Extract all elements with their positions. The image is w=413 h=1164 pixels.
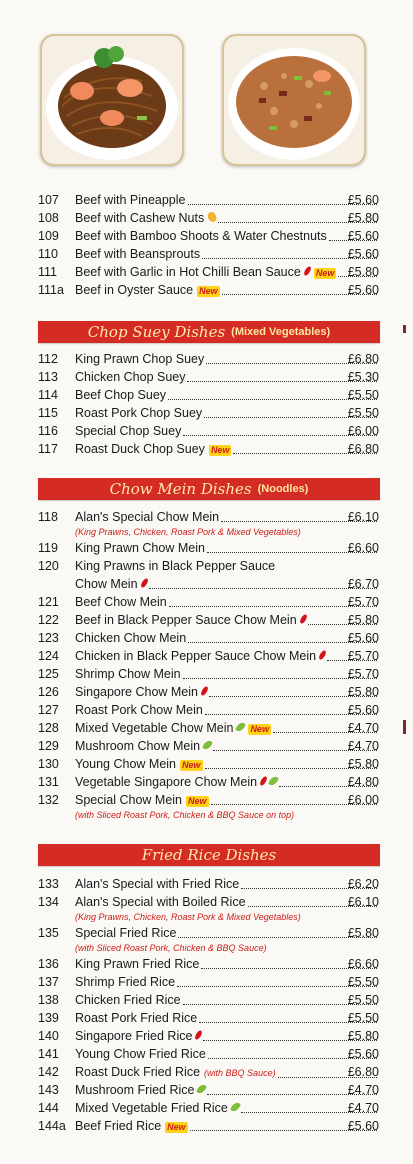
- item-name: King Prawn Chop Suey: [75, 352, 205, 366]
- item-number: 117: [38, 442, 58, 456]
- section-title: Chow Mein Dishes: [109, 480, 252, 498]
- item-name: Beef Chop Suey: [75, 388, 167, 402]
- menu-item: [0, 1045, 413, 1063]
- item-price: £5.60: [347, 247, 379, 261]
- menu-item: [0, 1027, 413, 1045]
- item-number: 144: [38, 1101, 59, 1115]
- item-price: £4.80: [347, 775, 379, 789]
- menu-item: [0, 683, 413, 701]
- item-name: Beef with Cashew Nuts: [75, 211, 205, 225]
- item-name-wrap: [75, 368, 379, 386]
- item-name: Chicken in Black Pepper Sauce Chow Mein: [75, 649, 317, 663]
- item-number: 115: [38, 406, 58, 420]
- item-name-wrap: [75, 539, 379, 557]
- menu-item: [0, 368, 413, 386]
- menu-item: [0, 991, 413, 1009]
- item-name: King Prawn Chow Mein: [75, 541, 205, 555]
- chili-icon: [318, 649, 327, 660]
- item-price: £4.70: [347, 1083, 379, 1097]
- item-number: 129: [38, 739, 59, 753]
- menu-item: [0, 773, 413, 791]
- item-name-wrap: [75, 245, 379, 263]
- menu-item: [0, 593, 413, 611]
- item-name: King Prawn Fried Rice: [75, 957, 200, 971]
- item-number: 141: [38, 1047, 59, 1061]
- fried-rice-list: [0, 875, 413, 1135]
- item-price: £6.10: [347, 895, 379, 909]
- item-price: £4.70: [347, 1101, 379, 1115]
- item-name: Roast Pork Chop Suey: [75, 406, 203, 420]
- item-name: Special Chop Suey: [75, 424, 182, 438]
- item-name-wrap: [75, 737, 379, 755]
- menu-item: [0, 973, 413, 991]
- menu-item: [0, 422, 413, 440]
- item-name-wrap: [75, 973, 379, 991]
- menu-item: [0, 227, 413, 245]
- item-name-wrap: [75, 1099, 379, 1117]
- section-title: Fried Rice Dishes: [141, 846, 277, 864]
- item-name-wrap: [75, 1081, 379, 1099]
- item-name: Beef in Oyster Sauce: [75, 283, 194, 297]
- section-subtitle: (Mixed Vegetables): [231, 326, 331, 338]
- item-price: £5.80: [347, 757, 379, 771]
- menu-item: [0, 893, 413, 911]
- item-name: Beef Chow Mein: [75, 595, 167, 609]
- new-badge: New: [315, 268, 335, 278]
- item-name-wrap: [75, 350, 379, 368]
- item-name: Mixed Vegetable Fried Rice: [75, 1101, 228, 1115]
- item-name: Alan's Special Chow Mein: [75, 510, 220, 524]
- item-number: 118: [38, 510, 58, 524]
- item-price: £5.50: [347, 975, 379, 989]
- item-price: £5.60: [347, 1119, 379, 1133]
- item-name-wrap: [75, 1009, 379, 1027]
- item-price: £5.70: [347, 595, 379, 609]
- menu-item: [0, 791, 413, 809]
- item-number: 140: [38, 1029, 59, 1043]
- margin-mark: [403, 325, 406, 333]
- menu-item-cont: [0, 575, 413, 593]
- dot-leader: [168, 388, 377, 400]
- chili-icon: [299, 613, 308, 624]
- item-number: 136: [38, 957, 59, 971]
- item-name: Shrimp Chow Mein: [75, 667, 181, 681]
- menu-item: [0, 404, 413, 422]
- item-number: 138: [38, 993, 59, 1007]
- menu-item: [0, 1099, 413, 1117]
- item-name-wrap: [75, 508, 379, 526]
- item-price: £5.70: [347, 649, 379, 663]
- item-price: £4.70: [347, 739, 379, 753]
- fried-rice-banner: [38, 844, 380, 866]
- item-name-wrap: [75, 191, 379, 209]
- new-badge: New: [250, 724, 269, 734]
- item-price: £5.50: [347, 406, 379, 420]
- item-number: 142: [38, 1065, 59, 1079]
- item-name-wrap: [75, 791, 379, 809]
- item-price: £4.70: [347, 721, 379, 735]
- item-name-wrap: [75, 893, 379, 911]
- item-name: Young Chow Mein: [75, 757, 176, 771]
- item-number: 126: [38, 685, 59, 699]
- item-name-wrap: [75, 422, 379, 440]
- item-name-wrap: [75, 701, 379, 719]
- item-name: Chow Mein: [75, 577, 138, 591]
- menu-item: [0, 245, 413, 263]
- menu-item: [0, 924, 413, 942]
- item-number: 112: [38, 352, 58, 366]
- item-price: £5.50: [347, 1011, 379, 1025]
- item-name: Beef Fried Rice: [75, 1119, 162, 1133]
- item-number: 110: [38, 247, 58, 261]
- item-name-wrap: [75, 683, 379, 701]
- item-name: Alan's Special with Boiled Rice: [75, 895, 246, 909]
- menu-item: [0, 875, 413, 893]
- noodles-photo: [40, 34, 184, 166]
- chop-suey-banner: [38, 321, 380, 343]
- item-name: Chicken Chow Mein: [75, 631, 187, 645]
- item-number: 131: [38, 775, 59, 789]
- nut-icon: [207, 211, 218, 223]
- menu-item: [0, 557, 413, 575]
- item-number: 124: [38, 649, 59, 663]
- new-badge: New: [182, 760, 201, 770]
- item-name-wrap: [75, 281, 379, 299]
- dot-leader: [169, 595, 377, 607]
- item-price: £5.60: [347, 631, 379, 645]
- item-name-wrap: [75, 209, 379, 227]
- item-price: £5.60: [347, 193, 379, 207]
- item-name: Vegetable Singapore Chow Mein: [75, 775, 258, 789]
- item-name: Special Chow Mein: [75, 793, 182, 807]
- item-number: 130: [38, 757, 59, 771]
- section-subtitle: (Noodles): [257, 483, 309, 495]
- item-description: (with Sliced Roast Pork, Chicken & BBQ Sauce): [75, 943, 267, 953]
- item-name: Beef in Black Pepper Sauce Chow Mein: [75, 613, 297, 627]
- chili-icon: [200, 685, 209, 696]
- item-price: £6.60: [347, 541, 379, 555]
- item-name-wrap: [75, 955, 379, 973]
- item-price: £5.80: [347, 265, 379, 279]
- item-number: 111: [38, 265, 58, 279]
- item-number: 113: [38, 370, 58, 384]
- menu-item: [0, 263, 413, 281]
- item-name-wrap: [75, 440, 379, 458]
- leaf-icon: [202, 739, 213, 751]
- menu-item: [0, 386, 413, 404]
- item-number: 144a: [38, 1119, 66, 1133]
- item-name-wrap: [75, 227, 379, 245]
- item-price: £6.70: [347, 577, 379, 591]
- item-name-wrap: [75, 755, 379, 773]
- item-number: 114: [38, 388, 58, 402]
- menu-item: [0, 1081, 413, 1099]
- item-price: £6.60: [347, 957, 379, 971]
- item-name: Chicken Fried Rice: [75, 993, 181, 1007]
- item-number: 121: [38, 595, 59, 609]
- item-price: £5.80: [347, 613, 379, 627]
- item-number: 107: [38, 193, 59, 207]
- item-number: 137: [38, 975, 59, 989]
- item-name-wrap: [75, 1063, 379, 1082]
- item-description: (King Prawns, Chicken, Roast Pork & Mixed Vegetables): [75, 912, 301, 922]
- menu-item: [0, 611, 413, 629]
- item-price: £6.80: [347, 442, 379, 456]
- item-name: Roast Pork Fried Rice: [75, 1011, 198, 1025]
- item-price: £6.00: [347, 424, 379, 438]
- item-number: 116: [38, 424, 58, 438]
- chili-icon: [303, 265, 312, 276]
- item-price: £5.50: [347, 388, 379, 402]
- menu-item: [0, 1117, 413, 1135]
- item-price: £6.00: [347, 793, 379, 807]
- item-price: £5.60: [347, 1047, 379, 1061]
- item-number: 125: [38, 667, 59, 681]
- menu-item: [0, 665, 413, 683]
- item-inline-note: (with BBQ Sauce): [204, 1068, 276, 1078]
- item-name: Roast Pork Chow Mein: [75, 703, 203, 717]
- menu-item: [0, 440, 413, 458]
- item-name: Young Chow Fried Rice: [75, 1047, 206, 1061]
- chop-suey-list: [0, 350, 413, 458]
- item-price: £6.10: [347, 510, 379, 524]
- item-name: Special Fried Rice: [75, 926, 177, 940]
- item-number: 120: [38, 559, 59, 573]
- item-name-wrap: [75, 575, 379, 593]
- new-badge: New: [210, 445, 230, 455]
- item-name: Roast Duck Fried Rice: [75, 1065, 201, 1079]
- new-badge: New: [167, 1122, 186, 1132]
- menu-item: [0, 1009, 413, 1027]
- item-description: (King Prawns, Chicken, Roast Pork & Mixed Vegetables): [75, 527, 301, 537]
- chili-icon: [140, 577, 149, 588]
- item-price: £6.20: [347, 877, 379, 891]
- item-name-wrap: [75, 924, 379, 942]
- menu-item: [0, 647, 413, 665]
- menu-item: [0, 508, 413, 526]
- item-number: 108: [38, 211, 59, 225]
- chili-icon: [195, 1029, 204, 1040]
- menu-item: [0, 209, 413, 227]
- item-price: £5.60: [347, 703, 379, 717]
- item-name-wrap: [75, 719, 379, 737]
- item-name-wrap: [75, 647, 379, 665]
- item-name: Beef with Bamboo Shoots & Water Chestnuts: [75, 229, 327, 243]
- menu-item: [0, 629, 413, 647]
- leaf-icon: [235, 721, 246, 733]
- menu-item: [0, 755, 413, 773]
- menu-item: [0, 955, 413, 973]
- item-price: £5.80: [347, 685, 379, 699]
- chow-mein-list: [0, 508, 413, 822]
- item-name: Mixed Vegetable Chow Mein: [75, 721, 234, 735]
- item-price: £5.80: [347, 1029, 379, 1043]
- item-number: 122: [38, 613, 59, 627]
- item-name: Chicken Chop Suey: [75, 370, 186, 384]
- item-name: Alan's Special with Fried Rice: [75, 877, 240, 891]
- item-number: 109: [38, 229, 59, 243]
- leaf-icon: [268, 775, 279, 787]
- menu-item: [0, 191, 413, 209]
- menu-item: [0, 737, 413, 755]
- item-name: Singapore Chow Mein: [75, 685, 198, 699]
- leaf-icon: [196, 1083, 207, 1095]
- menu-item: [0, 701, 413, 719]
- item-price: £5.50: [347, 993, 379, 1007]
- item-description: (with Sliced Roast Pork, Chicken & BBQ Sauce on top): [75, 810, 295, 820]
- menu-item: [0, 1063, 413, 1081]
- item-number: 123: [38, 631, 59, 645]
- new-badge: New: [199, 286, 218, 296]
- item-price: £6.80: [347, 352, 379, 366]
- item-name-wrap: [75, 875, 379, 893]
- chili-icon: [259, 775, 268, 786]
- food-photos: [0, 0, 413, 180]
- item-name-wrap: [75, 386, 379, 404]
- item-name: Mushroom Fried Rice: [75, 1083, 195, 1097]
- item-name-wrap: [75, 404, 379, 422]
- item-number: 132: [38, 793, 59, 807]
- chow-mein-banner: [38, 478, 380, 500]
- item-number: 119: [38, 541, 58, 555]
- menu-item: [0, 539, 413, 557]
- item-name-wrap: [75, 263, 379, 281]
- item-name-wrap: [75, 665, 379, 683]
- item-price: £5.60: [347, 229, 379, 243]
- item-number: 139: [38, 1011, 59, 1025]
- item-price: £6.80: [347, 1065, 379, 1079]
- item-number: 133: [38, 877, 59, 891]
- item-name: Beef with Beansprouts: [75, 247, 201, 261]
- fried-rice-photo: [222, 34, 366, 166]
- new-badge: New: [188, 796, 207, 806]
- menu-item: [0, 350, 413, 368]
- item-name: Singapore Fried Rice: [75, 1029, 193, 1043]
- item-price: £5.30: [347, 370, 379, 384]
- item-name: Shrimp Fried Rice: [75, 975, 176, 989]
- item-name-wrap: [75, 1117, 379, 1135]
- item-number: 134: [38, 895, 59, 909]
- item-number: 127: [38, 703, 59, 717]
- dot-leader: [149, 577, 377, 589]
- item-name-wrap: [75, 1045, 379, 1063]
- leaf-icon: [230, 1101, 241, 1113]
- item-name: Mushroom Chow Mein: [75, 739, 201, 753]
- item-name-wrap: [75, 629, 379, 647]
- item-name-line1: King Prawns in Black Pepper Sauce: [75, 559, 276, 573]
- item-price: £5.80: [347, 211, 379, 225]
- item-number: 143: [38, 1083, 59, 1097]
- item-number: 135: [38, 926, 59, 940]
- item-name-wrap: [75, 611, 379, 629]
- item-name-wrap: [75, 773, 379, 791]
- item-number: 128: [38, 721, 59, 735]
- menu-item: [0, 719, 413, 737]
- item-number: 111a: [38, 283, 64, 297]
- item-price: £5.70: [347, 667, 379, 681]
- item-name-wrap: [75, 593, 379, 611]
- item-name-wrap: [75, 991, 379, 1009]
- section-title: Chop Suey Dishes: [87, 323, 226, 341]
- item-name-wrap: [75, 1027, 379, 1045]
- menu-item: [0, 281, 413, 299]
- beef-dishes-list: [0, 191, 413, 299]
- item-price: £5.60: [347, 283, 379, 297]
- item-name: Beef with Garlic in Hot Chilli Bean Sauce: [75, 265, 301, 279]
- item-name: Beef with Pineapple: [75, 193, 186, 207]
- item-name: Roast Duck Chop Suey: [75, 442, 205, 456]
- item-price: £5.80: [347, 926, 379, 940]
